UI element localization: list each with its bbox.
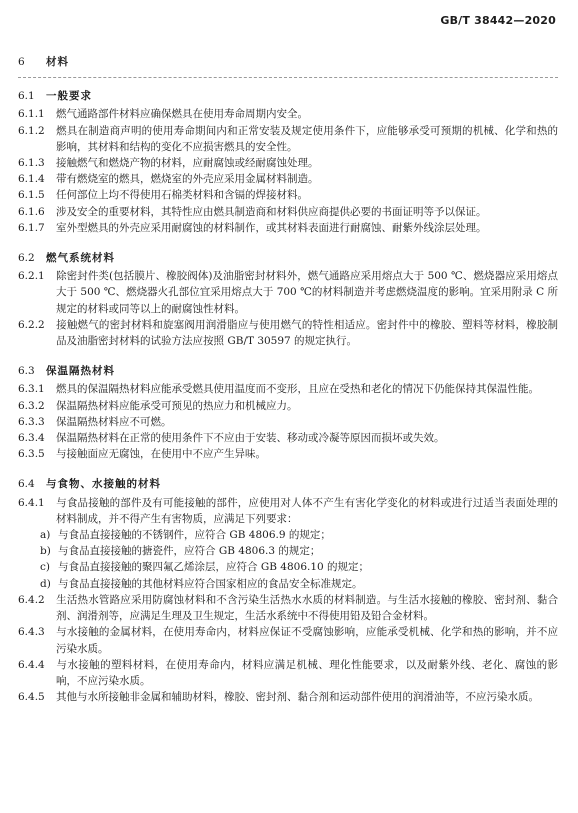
- clause-text: 除密封件类(包括膜片、橡胶阀体)及油脂密封材料外，燃气通路应采用熔点大于 500 ℃、燃烧器应采用熔点大于 500 ℃、燃烧器火孔部位宜采用熔点大于 700 ℃的材料制造并考虑燃烧温度的影响。宜采用附录 C 所规定的材料或同等以上的耐腐蚀性材料。: [56, 270, 558, 315]
- chapter-number: 6: [18, 56, 25, 68]
- clause-number: 6.4.2: [18, 593, 45, 606]
- list-label: c): [40, 561, 50, 574]
- section-heading-6-4: [18, 476, 558, 492]
- section-heading-6-3: [18, 363, 558, 379]
- section-title: 与食物、水接触的材料: [46, 478, 161, 491]
- clause-number: 6.1.7: [18, 221, 45, 234]
- clause-text: 燃具在制造商声明的使用寿命期间内和正常安装及规定使用条件下，应能够承受可预期的机械、化学和热的影响，其材料和结构的变化不应损害燃具的安全性。: [56, 124, 558, 153]
- clause-text: 生活热水管路应采用防腐蚀材料和不含污染生活热水水质的材料制造。与生活水接触的橡胶、密封剂、黏合剂、润滑剂等，应满足生理及卫生规定，生活水系统中不得使用铅及铅合金材料。: [56, 593, 558, 623]
- clause-text: 带有燃烧室的燃具，燃烧室的外壳应采用金属材料制造。: [56, 173, 319, 186]
- section-heading-6-2: [18, 250, 558, 266]
- clause-text: 保温隔热材料在正常的使用条件下不应由于安装、移动或冷凝等原因而损坏或失效。: [56, 432, 445, 445]
- clause-number: 6.1.1: [18, 108, 45, 121]
- clause-number: 6.4.1: [18, 496, 45, 509]
- list-item-b: [18, 543, 558, 559]
- list-item-a: [18, 527, 558, 543]
- clause-number: 6.4.4: [18, 658, 45, 671]
- clause-number: 6.3.4: [18, 432, 45, 445]
- clause-6-1-3: [18, 155, 558, 171]
- clause-text: 燃具的保温隔热材料应能承受燃具使用温度而不变形，且应在受热和老化的情况下仍能保持其保温性能。: [56, 383, 539, 396]
- clause-number: 6.3.3: [18, 415, 45, 428]
- clause-number: 6.2.2: [18, 318, 45, 331]
- clause-6-2-2: [18, 317, 558, 349]
- clause-number: 6.4.3: [18, 626, 45, 639]
- clause-text: 接触燃气的密封材料和旋塞阀用润滑脂应与使用燃气的特性相适应。密封件中的橡胶、塑料等材料，橡胶制品及油脂密封材料的试验方法应按照 GB/T 30597 的规定执行。: [56, 318, 558, 348]
- clause-number: 6.3.2: [18, 399, 45, 412]
- list-label: a): [40, 529, 51, 542]
- clause-text: 任何部位上均不得使用石棉类材料和含镉的焊接材料。: [56, 189, 308, 202]
- document-body: [18, 54, 558, 705]
- clause-6-4-3: [18, 624, 558, 656]
- section-number: 6.4: [18, 478, 35, 491]
- clause-text: 与食品接触的部件及有可能接触的部件，应使用对人体不产生有害化学变化的材料或进行过适当表面处理的材料制成，并不得产生有害物质，应满足下列要求：: [56, 496, 558, 525]
- clause-number: 6.4.5: [18, 691, 45, 704]
- clause-6-4-5: [18, 689, 558, 705]
- clause-text: 燃气通路部件材料应确保燃具在使用寿命周期内安全。: [56, 108, 308, 121]
- clause-6-1-5: [18, 187, 558, 203]
- list-item-d: [18, 576, 558, 592]
- clause-number: 6.3.1: [18, 383, 45, 396]
- clause-6-1-6: [18, 204, 558, 220]
- clause-text: 与水接触的塑料材料，在使用寿命内，材料应满足机械、理化性能要求，以及耐紫外线、老化、腐蚀的影响，不应污染水质。: [56, 658, 558, 687]
- clause-6-1-7: [18, 220, 558, 236]
- clause-6-3-2: [18, 398, 558, 414]
- clause-text: 保温隔热材料应不可燃。: [56, 415, 172, 428]
- clause-text: 接触燃气和燃烧产物的材料，应耐腐蚀或经耐腐蚀处理。: [56, 157, 319, 170]
- list-label: d): [40, 577, 51, 590]
- section-title: 一般要求: [46, 90, 92, 103]
- list-label: b): [40, 545, 51, 558]
- clause-number: 6.1.6: [18, 205, 45, 218]
- clause-6-4-4: [18, 657, 558, 689]
- section-number: 6.1: [18, 90, 35, 103]
- section-title: 燃气系统材料: [46, 252, 115, 265]
- standard-number: GB/T 38442—2020: [440, 14, 556, 27]
- clause-6-3-5: [18, 446, 558, 462]
- clause-6-4-2: [18, 592, 558, 624]
- clause-number: 6.1.5: [18, 189, 45, 202]
- clause-number: 6.2.1: [18, 270, 45, 283]
- clause-text: 与接触面应无腐蚀，在使用中不应产生异味。: [56, 448, 266, 461]
- list-text: 与食品直接接触的不锈钢件，应符合 GB 4806.9 的规定；: [58, 529, 331, 542]
- clause-text: 保温隔热材料应能承受可预见的热应力和机械应力。: [56, 399, 298, 412]
- list-item-c: [18, 559, 558, 575]
- chapter-title: 材料: [46, 56, 69, 68]
- list-text: 与食品直接接触的搪瓷件，应符合 GB 4806.3 的规定；: [58, 545, 321, 558]
- clause-6-1-2: [18, 123, 558, 155]
- clause-6-2-1: [18, 268, 558, 317]
- clause-text: 涉及安全的重要材料，其特性应由燃具制造商和材料供应商提供必要的书面证明等予以保证。: [56, 205, 487, 218]
- clause-number: 6.3.5: [18, 448, 45, 461]
- clause-text: 其他与水所接触非金属和辅助材料，橡胶、密封剂、黏合剂和运动部件使用的润滑油等，不应污染水质。: [56, 691, 539, 704]
- clause-text: 室外型燃具的外壳应采用耐腐蚀的材料制作，或其材料表面进行耐腐蚀、耐紫外线涂层处理。: [56, 221, 487, 234]
- clause-6-1-4: [18, 171, 558, 187]
- list-text: 与食品直接接触的聚四氟乙烯涂层，应符合 GB 4806.10 的规定；: [58, 561, 370, 574]
- clause-6-1-1: [18, 106, 558, 122]
- section-number: 6.3: [18, 365, 35, 378]
- chapter-heading: [18, 54, 558, 70]
- section-title: 保温隔热材料: [46, 365, 115, 378]
- clause-6-3-4: [18, 430, 558, 446]
- clause-number: 6.1.4: [18, 173, 45, 186]
- clause-text: 与水接触的金属材料，在使用寿命内，材料应保证不受腐蚀影响，应能承受机械、化学和热的影响，并不应污染水质。: [56, 626, 558, 655]
- clause-6-3-3: [18, 414, 558, 430]
- clause-number: 6.1.3: [18, 157, 45, 170]
- divider: [18, 77, 558, 78]
- clause-6-4-1: [18, 495, 558, 527]
- clause-6-3-1: [18, 381, 558, 397]
- section-number: 6.2: [18, 252, 35, 265]
- list-text: 与食品直接接触的其他材料应符合国家相应的食品安全标准规定。: [58, 577, 363, 590]
- section-heading-6-1: [18, 88, 558, 104]
- clause-number: 6.1.2: [18, 124, 45, 137]
